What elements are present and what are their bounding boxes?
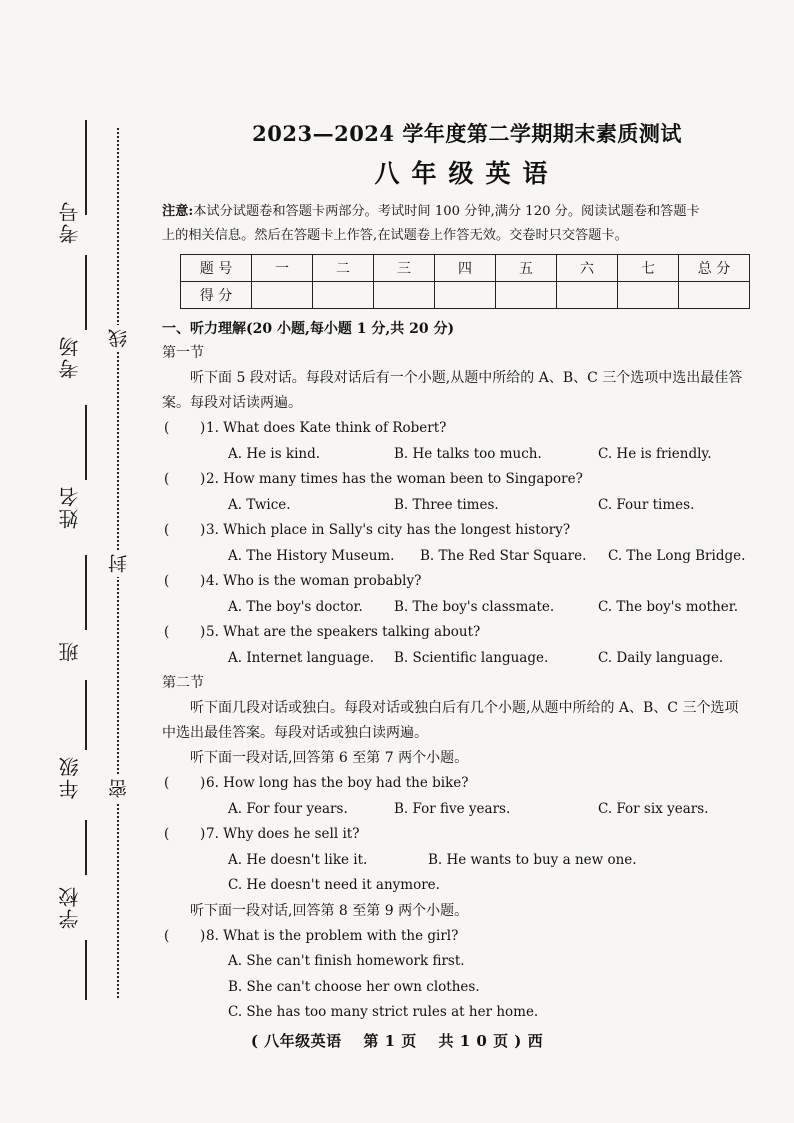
option-c: C. He doesn't need it anymore.: [228, 877, 440, 893]
score-cell: 一: [252, 255, 313, 282]
question: [162, 771, 772, 797]
footer-total-pages: 共 1 0 页 ) 西: [438, 1032, 544, 1050]
part-label: 第二节: [162, 675, 204, 691]
option-c: C. The boy's mother.: [598, 598, 739, 615]
question-options: [162, 975, 772, 1001]
question: [162, 620, 772, 646]
binding-line: [85, 555, 87, 630]
answer-paren-close[interactable]: ): [200, 522, 206, 538]
score-cell: 总 分: [679, 255, 750, 282]
score-cell: 四: [435, 255, 496, 282]
question-stem: 7. Why does he sell it?: [206, 826, 360, 842]
answer-paren-close[interactable]: ): [200, 573, 206, 589]
question-stem: 4. Who is the woman probably?: [206, 573, 422, 589]
footer-page-number: 第 1 页: [363, 1032, 417, 1050]
exam-title: 2023—2024 学年度第二学期期末素质测试: [252, 121, 682, 146]
notice-line: 上的相关信息。然后在答题卡上作答,在试题卷上作答无效。交卷时只交答题卡。: [162, 228, 628, 243]
score-input-cell[interactable]: [557, 282, 618, 309]
instruction: 中选出最佳答案。每段对话或独白读两遍。: [162, 725, 428, 741]
exam-room-label: 考场: [58, 335, 82, 379]
option-c: C. Four times.: [598, 496, 695, 513]
score-input-cell[interactable]: [313, 282, 374, 309]
sub-instruction: 听下面一段对话,回答第 6 至第 7 两个小题。: [190, 750, 469, 766]
option-a: A. The History Museum.: [228, 547, 395, 564]
question: [162, 924, 772, 950]
question-stem: 1. What does Kate think of Robert?: [206, 420, 447, 436]
answer-paren-close[interactable]: ): [200, 927, 206, 944]
section-title: 一、听力理解(20 小题,每小题 1 分,共 20 分): [162, 321, 455, 337]
answer-paren-close[interactable]: ): [200, 420, 206, 436]
binding-line: [85, 940, 87, 1000]
answer-paren-open[interactable]: (: [164, 420, 170, 436]
question: [162, 518, 772, 544]
score-input-cell[interactable]: [374, 282, 435, 309]
option-b: B. He wants to buy a new one.: [428, 851, 637, 868]
option-c: C. He is friendly.: [598, 445, 712, 462]
answer-paren-open[interactable]: (: [164, 927, 170, 944]
answer-paren-open[interactable]: (: [164, 471, 170, 487]
option-c: C. The Long Bridge.: [608, 547, 746, 564]
answer-paren-close[interactable]: ): [200, 624, 206, 640]
binding-margin: [0, 0, 150, 1123]
seal-mark-seal: 封: [105, 550, 131, 577]
score-input-cell[interactable]: [679, 282, 750, 309]
question-stem: 8. What is the problem with the girl?: [206, 927, 459, 944]
option-a: A. He is kind.: [228, 445, 321, 462]
option-b: B. The boy's classmate.: [394, 598, 555, 615]
question-options: [162, 1000, 772, 1026]
class-label: 班: [58, 640, 82, 662]
notice-label: 注意:: [162, 204, 194, 219]
grade-label: 年级: [58, 755, 82, 799]
answer-paren-close[interactable]: ): [200, 826, 206, 842]
answer-paren-open[interactable]: (: [164, 775, 170, 791]
score-table-score-row: [181, 282, 750, 309]
score-input-cell[interactable]: [252, 282, 313, 309]
score-cell: 二: [313, 255, 374, 282]
sub-instruction: 听下面一段对话,回答第 8 至第 9 两个小题。: [190, 902, 469, 919]
instruction: 听下面 5 段对话。每段对话后有一个小题,从题中所给的 A、B、C 三个选项中选出最佳答: [190, 370, 743, 386]
binding-line: [85, 680, 87, 750]
binding-line: [85, 255, 87, 330]
option-a: A. Internet language.: [228, 649, 374, 666]
score-cell: 三: [374, 255, 435, 282]
instruction: 听下面几段对话或独白。每段对话或独白后有几个小题,从题中所给的 A、B、C 三个选项: [190, 700, 739, 716]
question: [162, 467, 772, 493]
score-input-cell[interactable]: [435, 282, 496, 309]
question-stem: 2. How many times has the woman been to Singapore?: [206, 471, 583, 487]
score-table-header-row: [181, 255, 750, 282]
footer-subject: ( 八年级英语: [250, 1032, 342, 1050]
option-c: C. Daily language.: [598, 649, 724, 666]
name-label: 姓名: [58, 485, 82, 529]
option-c: C. She has too many strict rules at her home.: [228, 1004, 539, 1020]
score-cell: 五: [496, 255, 557, 282]
seal-mark-secret: 密: [105, 775, 131, 802]
school-label: 学校: [58, 885, 82, 929]
option-b: B. She can't choose her own clothes.: [228, 978, 480, 995]
question-options: [162, 595, 772, 621]
answer-paren-close[interactable]: ): [200, 775, 206, 791]
score-cell: 得 分: [181, 282, 252, 309]
option-a: A. He doesn't like it.: [228, 851, 368, 868]
option-b: B. For five years.: [394, 800, 511, 817]
answer-paren-open[interactable]: (: [164, 826, 170, 842]
instruction: 案。每段对话读两遍。: [162, 395, 302, 411]
option-a: A. She can't finish homework first.: [228, 953, 465, 969]
question-options: [162, 873, 772, 899]
score-input-cell[interactable]: [496, 282, 557, 309]
question-stem: 6. How long has the boy had the bike?: [206, 775, 469, 791]
question-stem: 3. Which place in Sally's city has the longest history?: [206, 522, 571, 538]
option-b: B. The Red Star Square.: [420, 547, 587, 564]
score-cell: 六: [557, 255, 618, 282]
option-b: B. He talks too much.: [394, 445, 542, 462]
question: [162, 822, 772, 848]
notice: [162, 200, 772, 248]
question-options: [162, 646, 772, 672]
binding-line: [85, 820, 87, 875]
binding-line: [85, 405, 87, 480]
score-table: [180, 254, 750, 309]
option-a: A. Twice.: [228, 496, 291, 513]
question: [162, 416, 772, 442]
page-footer: [0, 1030, 794, 1051]
option-b: B. Three times.: [394, 496, 499, 513]
option-c: C. For six years.: [598, 800, 709, 817]
question-stem: 5. What are the speakers talking about?: [206, 624, 481, 640]
score-input-cell[interactable]: [618, 282, 679, 309]
question-options: [162, 544, 772, 570]
answer-paren-open[interactable]: (: [164, 573, 170, 589]
question-options: [162, 797, 772, 823]
score-cell: 七: [618, 255, 679, 282]
notice-line: 本试分试题卷和答题卡两部分。考试时间 100 分钟,满分 120 分。阅读试题卷和答题卡: [193, 204, 700, 219]
part-label: 第一节: [162, 345, 204, 361]
exam-subtitle: 八年级英语: [374, 159, 560, 188]
score-cell: 题 号: [181, 255, 252, 282]
question: [162, 569, 772, 595]
exam-content: [162, 110, 772, 1026]
question-options: [162, 442, 772, 468]
option-b: B. Scientific language.: [394, 649, 549, 666]
option-a: A. For four years.: [228, 800, 348, 817]
seal-mark-line: 线: [105, 325, 131, 352]
question-options: [162, 848, 772, 874]
answer-paren-open[interactable]: (: [164, 624, 170, 640]
answer-paren-open[interactable]: (: [164, 522, 170, 538]
question-options: [162, 493, 772, 519]
exam-number-label: 考号: [58, 200, 82, 244]
answer-paren-close[interactable]: ): [200, 471, 206, 487]
option-a: A. The boy's doctor.: [228, 598, 363, 615]
question-options: [162, 949, 772, 975]
